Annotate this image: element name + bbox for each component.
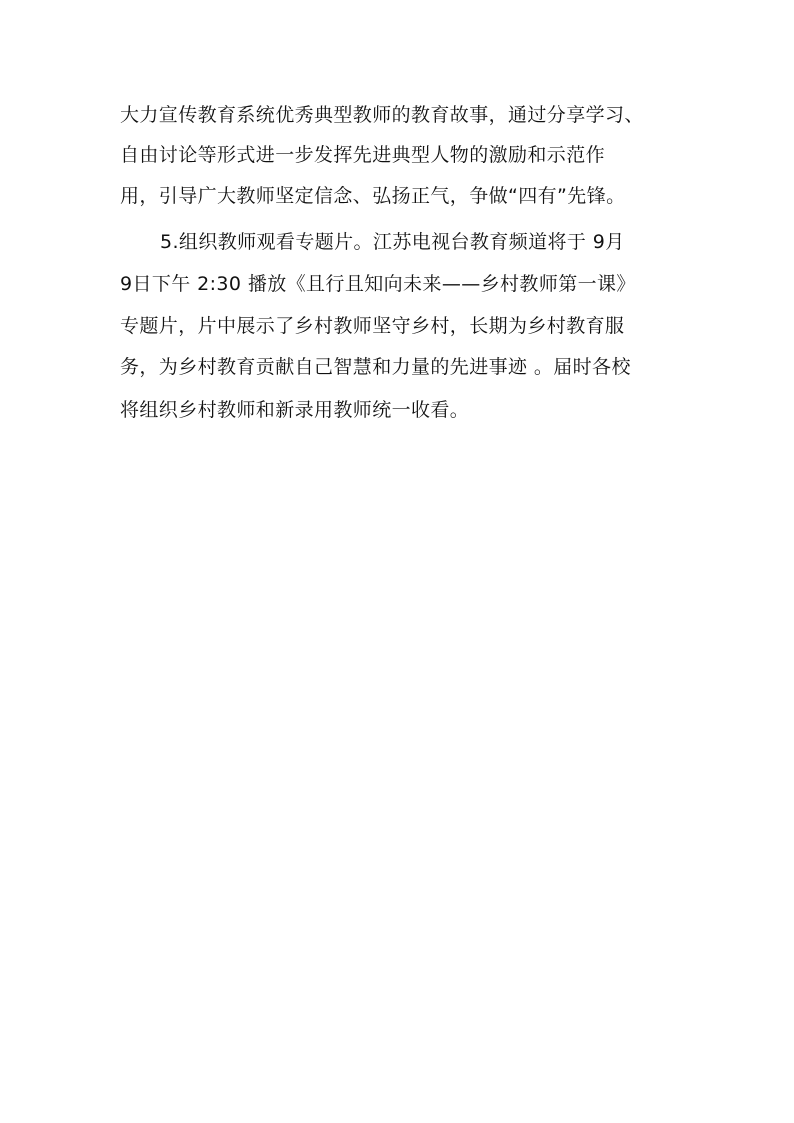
paragraph-line: 务，为乡村教育贡献自己智慧和力量的先进事迹 。届时各校 — [120, 356, 631, 378]
paragraph-line: 5.组织教师观看专题片。江苏电视台教育频道将于 9月 — [160, 231, 625, 253]
paragraph-line: 专题片，片中展示了乡村教师坚守乡村，长期为乡村教育服 — [120, 315, 625, 337]
paragraph-line: 用，引导广大教师坚定信念、弘扬正气，争做“四有”先锋。 — [120, 185, 626, 207]
paragraph-line: 将组织乡村教师和新录用教师统一收看。 — [120, 399, 470, 421]
paragraph-line: 9日下午 2:30 播放《且行且知向未来——乡村教师第一课》 — [120, 273, 636, 295]
paragraph-line: 大力宣传教育系统优秀典型教师的教育故事，通过分享学习、 — [120, 104, 644, 126]
paragraph-line: 自由讨论等形式进一步发挥先进典型人物的激励和示范作 — [120, 144, 606, 166]
